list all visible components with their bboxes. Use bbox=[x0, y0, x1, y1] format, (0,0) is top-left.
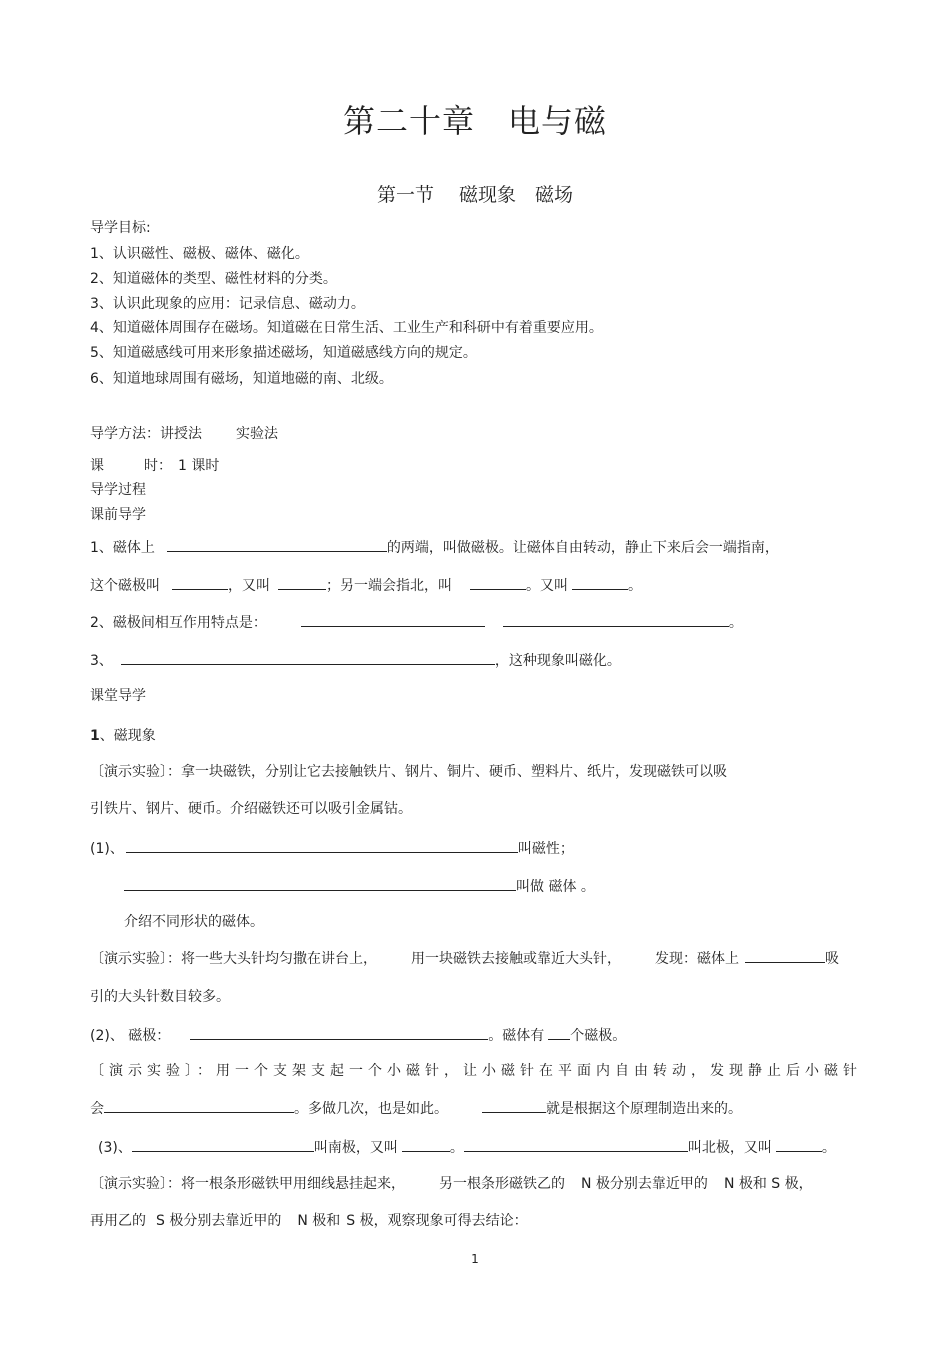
subsection-number: 1 bbox=[90, 728, 100, 744]
objective-item: 4、知道磁体周围存在磁场。知道磁在日常生活、工业生产和科研中有着重要应用。 bbox=[90, 320, 603, 336]
demo2-text-b: 用一块磁铁去接触或靠近大头针， bbox=[411, 951, 621, 967]
p2-text-a: (2)、 磁极： bbox=[90, 1028, 171, 1044]
q1-text-c: 这个磁极叫 bbox=[90, 578, 160, 594]
answer-blank[interactable] bbox=[301, 612, 485, 627]
demo4-text-e: 再用乙的 bbox=[90, 1213, 146, 1229]
method-line bbox=[90, 424, 278, 444]
demo-4-line-1 bbox=[90, 1174, 813, 1194]
demo4-text-f: S 极分别去靠近甲的 bbox=[156, 1213, 282, 1229]
p1-text-b: 叫磁性； bbox=[517, 841, 574, 857]
demo4-text-c: N 极分别去靠近甲的 bbox=[581, 1176, 708, 1192]
p1-text-a: (1)、 bbox=[90, 841, 124, 857]
process-heading: 导学过程 bbox=[90, 482, 146, 498]
question-2 bbox=[90, 612, 743, 633]
objective-item: 5、知道磁感线可用来形象描述磁场，知道磁感线方向的规定。 bbox=[90, 345, 477, 361]
demo-2-line-2: 引的大头针数目较多。 bbox=[90, 989, 230, 1005]
p1-text-c: 叫做 磁体 。 bbox=[516, 879, 595, 895]
answer-blank[interactable] bbox=[470, 575, 526, 590]
q1-text-g: 。 bbox=[628, 578, 642, 594]
answer-blank[interactable] bbox=[121, 650, 495, 665]
answer-blank[interactable] bbox=[172, 575, 228, 590]
class-hours-label2: 时： bbox=[144, 458, 172, 474]
p3-text-c: 。 bbox=[449, 1140, 464, 1156]
demo4-text-b: 另一根条形磁铁乙的 bbox=[439, 1176, 565, 1192]
subsection-1-heading bbox=[90, 726, 156, 746]
answer-blank[interactable] bbox=[278, 575, 326, 590]
answer-blank[interactable] bbox=[167, 537, 387, 552]
point-2 bbox=[90, 1025, 626, 1046]
answer-blank[interactable] bbox=[132, 1137, 314, 1152]
question-1-line-1 bbox=[90, 537, 779, 558]
demo4-text-g: N 极和 bbox=[297, 1213, 341, 1229]
q1-text-a: 1、磁体上 bbox=[90, 540, 155, 556]
q1-text-d: ，又叫 bbox=[228, 578, 270, 594]
demo2-text-a: 〔演示实验〕：将一些大头针均匀撒在讲台上， bbox=[90, 951, 377, 967]
demo4-text-a: 〔演示实验〕：将一根条形磁铁甲用细线悬挂起来， bbox=[90, 1176, 405, 1192]
page-number: 1 bbox=[471, 1252, 479, 1266]
demo-1-line-1: 〔演示实验〕：拿一块磁铁，分别让它去接触铁片、钢片、铜片、硬币、塑料片、纸片，发现磁铁可以吸 bbox=[90, 764, 727, 780]
answer-blank[interactable] bbox=[104, 1098, 294, 1113]
class-hours-label: 课 bbox=[90, 458, 104, 474]
p2-text-c: 个磁极。 bbox=[570, 1028, 627, 1044]
demo4-text-h: S 极，观察现象可得去结论： bbox=[346, 1213, 528, 1229]
point-1-line-2 bbox=[124, 876, 595, 897]
demo-1-line-2: 引铁片、钢片、硬币。介绍磁铁还可以吸引金属钴。 bbox=[90, 801, 412, 817]
demo3-text-a: 会 bbox=[90, 1101, 104, 1117]
class-hours-line bbox=[90, 456, 219, 476]
demo-4-line-2 bbox=[90, 1211, 528, 1231]
p2-text-b: 。磁体有 bbox=[488, 1028, 545, 1044]
pre-class-heading: 课前导学 bbox=[90, 507, 146, 523]
demo4-text-d: N 极和 S 极， bbox=[723, 1176, 813, 1192]
answer-blank[interactable] bbox=[402, 1137, 450, 1152]
class-hours-value: 1 课时 bbox=[178, 458, 220, 474]
method-label: 导学方法：讲授法 bbox=[90, 426, 202, 442]
answer-blank[interactable] bbox=[572, 575, 628, 590]
demo-3-line-2 bbox=[90, 1098, 742, 1119]
answer-blank[interactable] bbox=[124, 876, 516, 891]
p3-text-b: 叫南极，又叫 bbox=[313, 1140, 398, 1156]
question-3 bbox=[90, 650, 621, 671]
section-title: 第一节 磁现象 磁场 bbox=[376, 184, 574, 206]
answer-blank[interactable] bbox=[776, 1137, 822, 1152]
point-1-line-1 bbox=[90, 838, 574, 859]
q1-text-b: 的两端，叫做磁极。让磁体自由转动，静止下来后会一端指南， bbox=[386, 540, 779, 556]
objectives-heading: 导学目标: bbox=[90, 220, 151, 236]
chapter-title: 第二十章 电与磁 bbox=[342, 102, 607, 140]
in-class-heading: 课堂导学 bbox=[90, 688, 146, 704]
p3-text-e: 。 bbox=[821, 1140, 836, 1156]
objective-item: 3、认识此现象的应用：记录信息、磁动力。 bbox=[90, 296, 365, 312]
q3-text-b: ，这种现象叫磁化。 bbox=[494, 653, 621, 669]
p3-text-d: 叫北极，又叫 bbox=[687, 1140, 772, 1156]
subsection-text: 、磁现象 bbox=[99, 728, 156, 744]
q1-text-e: ；另一端会指北，叫 bbox=[326, 578, 452, 594]
objective-item: 1、认识磁性、磁极、磁体、磁化。 bbox=[90, 246, 309, 262]
answer-blank[interactable] bbox=[190, 1025, 488, 1040]
demo2-text-d: 吸 bbox=[825, 951, 839, 967]
method-extra: 实验法 bbox=[236, 426, 278, 442]
demo3-text-c: 就是根据这个原理制造出来的。 bbox=[546, 1101, 742, 1117]
answer-blank[interactable] bbox=[503, 612, 729, 627]
objective-item: 6、知道地球周围有磁场，知道地磁的南、北级。 bbox=[90, 371, 393, 387]
q2-text-b: 。 bbox=[728, 615, 743, 631]
objective-item: 2、知道磁体的类型、磁性材料的分类。 bbox=[90, 271, 337, 287]
question-1-line-2 bbox=[90, 575, 642, 596]
p3-text-a: (3)、 bbox=[98, 1140, 132, 1156]
answer-blank[interactable] bbox=[745, 948, 825, 963]
q2-text-a: 2、磁极间相互作用特点是： bbox=[90, 615, 267, 631]
answer-blank[interactable] bbox=[126, 838, 518, 853]
demo-2-line-1 bbox=[90, 948, 839, 969]
intro-shapes: 介绍不同形状的磁体。 bbox=[124, 914, 264, 930]
demo2-text-c: 发现：磁体上 bbox=[655, 951, 739, 967]
q3-text-a: 3、 bbox=[90, 653, 113, 669]
point-3 bbox=[98, 1137, 836, 1158]
answer-blank[interactable] bbox=[464, 1137, 688, 1152]
answer-blank[interactable] bbox=[548, 1025, 570, 1040]
demo3-text-b: 。多做几次，也是如此。 bbox=[294, 1101, 448, 1117]
demo-3-line-1: 〔演示实验〕：用一个支架支起一个小磁针，让小磁针在平面内自由转动，发现静止后小磁针 bbox=[90, 1063, 862, 1079]
answer-blank[interactable] bbox=[482, 1098, 546, 1113]
q1-text-f: 。又叫 bbox=[526, 578, 568, 594]
